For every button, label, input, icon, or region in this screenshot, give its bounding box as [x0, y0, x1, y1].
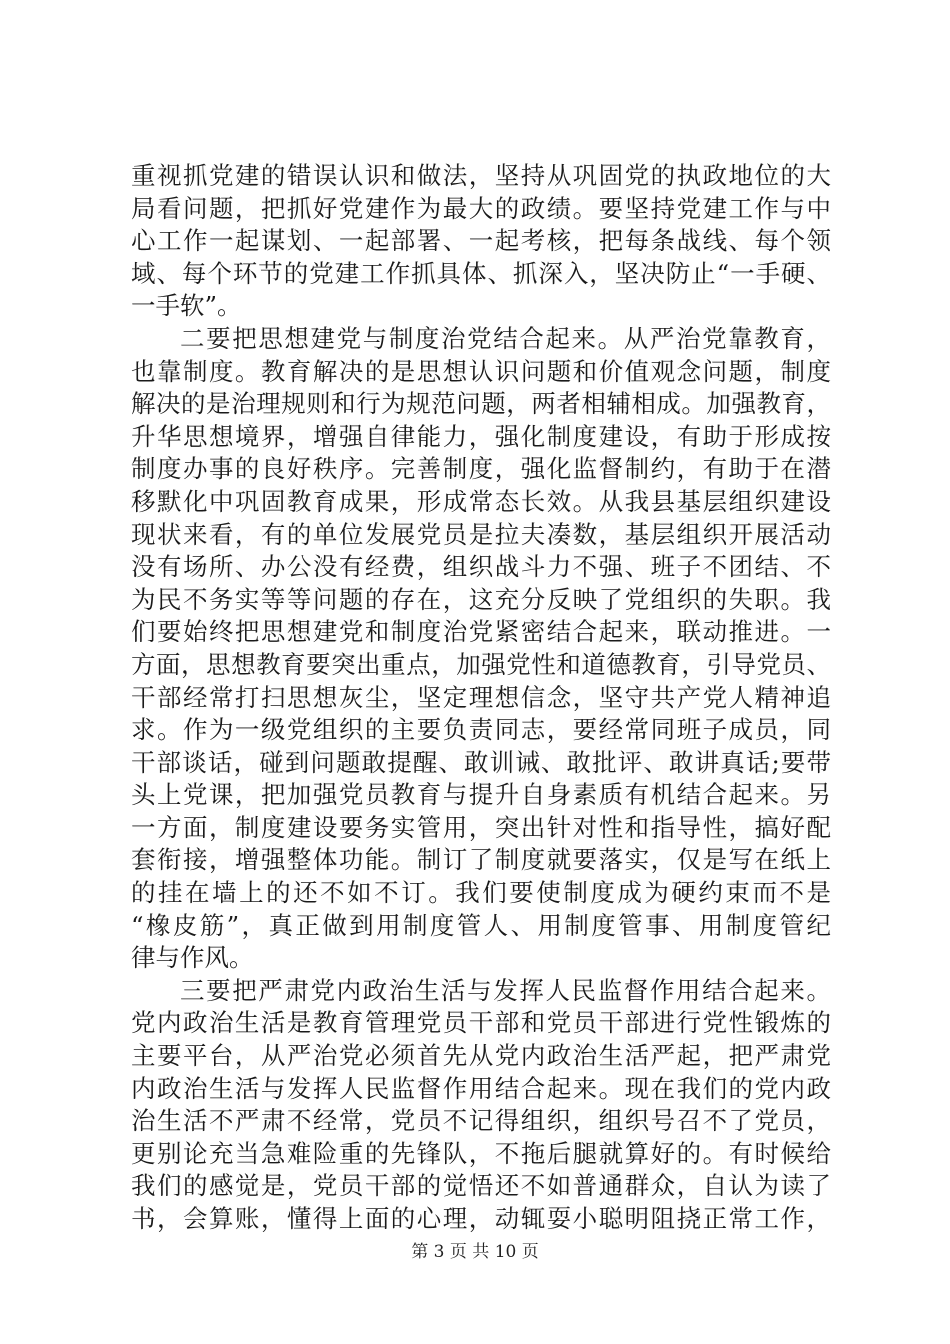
text-line: 三要把严肃党内政治生活与发挥人民监督作用结合起来。 — [180, 975, 831, 1005]
text-line: 移默化中巩固教育成果，形成常态长效。从我县基层组织建设 — [131, 486, 831, 516]
text-line: 重视抓党建的错误认识和做法，坚持从巩固党的执政地位的大 — [131, 161, 831, 190]
text-line: 更别论充当急难险重的先锋队，不拖后腿就算好的。有时候给 — [131, 1138, 831, 1168]
body-text — [131, 160, 831, 1236]
text-line: “橡皮筋”，真正做到用制度管人、用制度管事、用制度管纪 — [131, 910, 831, 940]
text-line: 头上党课，把加强党员教育与提升自身素质有机结合起来。另 — [131, 780, 831, 810]
text-line: 我们的感觉是，党员干部的觉悟还不如普通群众，自认为读了 — [131, 1171, 831, 1201]
page-footer: 第 3 页 共 10 页 — [411, 1242, 539, 1262]
text-line: 的挂在墙上的还不如不订。我们要使制度成为硬约束而不是 — [131, 878, 831, 908]
text-line: 求。作为一级党组织的主要负责同志，要经常同班子成员，同 — [131, 715, 831, 745]
text-line: 为民不务实等等问题的存在，这充分反映了党组织的失职。我 — [131, 584, 831, 614]
text-line: 现状来看，有的单位发展党员是拉夫凑数，基层组织开展活动 — [131, 519, 831, 549]
text-line: 没有场所、办公没有经费，组织战斗力不强、班子不团结、不 — [131, 552, 831, 582]
text-line: 域、每个环节的党建工作抓具体、抓深入，坚决防止“一手硬、 — [131, 258, 831, 288]
text-line: 治生活不严肃不经常，党员不记得组织，组织号召不了党员， — [131, 1106, 831, 1136]
text-line: 书，会算账，懂得上面的心理，动辄耍小聪明阻挠正常工作， — [131, 1204, 831, 1233]
text-line: 升华思想境界，增强自律能力，强化制度建设，有助于形成按 — [131, 421, 831, 451]
text-line: 解决的是治理规则和行为规范问题，两者相辅相成。加强教育， — [131, 389, 831, 419]
text-line: 二要把思想建党与制度治党结合起来。从严治党靠教育， — [180, 323, 831, 353]
text-line: 方面，思想教育要突出重点，加强党性和道德教育，引导党员、 — [131, 649, 831, 679]
text-line: 主要平台，从严治党必须首先从党内政治生活严起，把严肃党 — [131, 1041, 831, 1071]
text-line: 套衔接，增强整体功能。制订了制度就要落实，仅是写在纸上 — [131, 845, 831, 875]
text-line: 一方面，制度建设要务实管用，突出针对性和指导性，搞好配 — [131, 812, 831, 842]
text-line: 局看问题，把抓好党建作为最大的政绩。要坚持党建工作与中 — [131, 193, 831, 223]
text-line: 们要始终把思想建党和制度治党紧密结合起来，联动推进。一 — [131, 617, 831, 647]
text-line: 制度办事的良好秩序。完善制度，强化监督制约，有助于在潜 — [131, 454, 831, 484]
text-line: 内政治生活与发挥人民监督作用结合起来。现在我们的党内政 — [131, 1073, 831, 1103]
text-line: 干部谈话，碰到问题敢提醒、敢训诫、敢批评、敢讲真话;要带 — [131, 747, 831, 777]
text-line: 一手软”。 — [131, 291, 242, 321]
text-line: 党内政治生活是教育管理党员干部和党员干部进行党性锻炼的 — [131, 1008, 831, 1038]
text-line: 也靠制度。教育解决的是思想认识问题和价值观念问题，制度 — [131, 356, 831, 386]
text-line: 心工作一起谋划、一起部署、一起考核，把每条战线、每个领 — [131, 226, 831, 256]
text-line: 律与作风。 — [131, 943, 254, 973]
text-line: 干部经常打扫思想灰尘，坚定理想信念，坚守共产党人精神追 — [131, 682, 831, 712]
